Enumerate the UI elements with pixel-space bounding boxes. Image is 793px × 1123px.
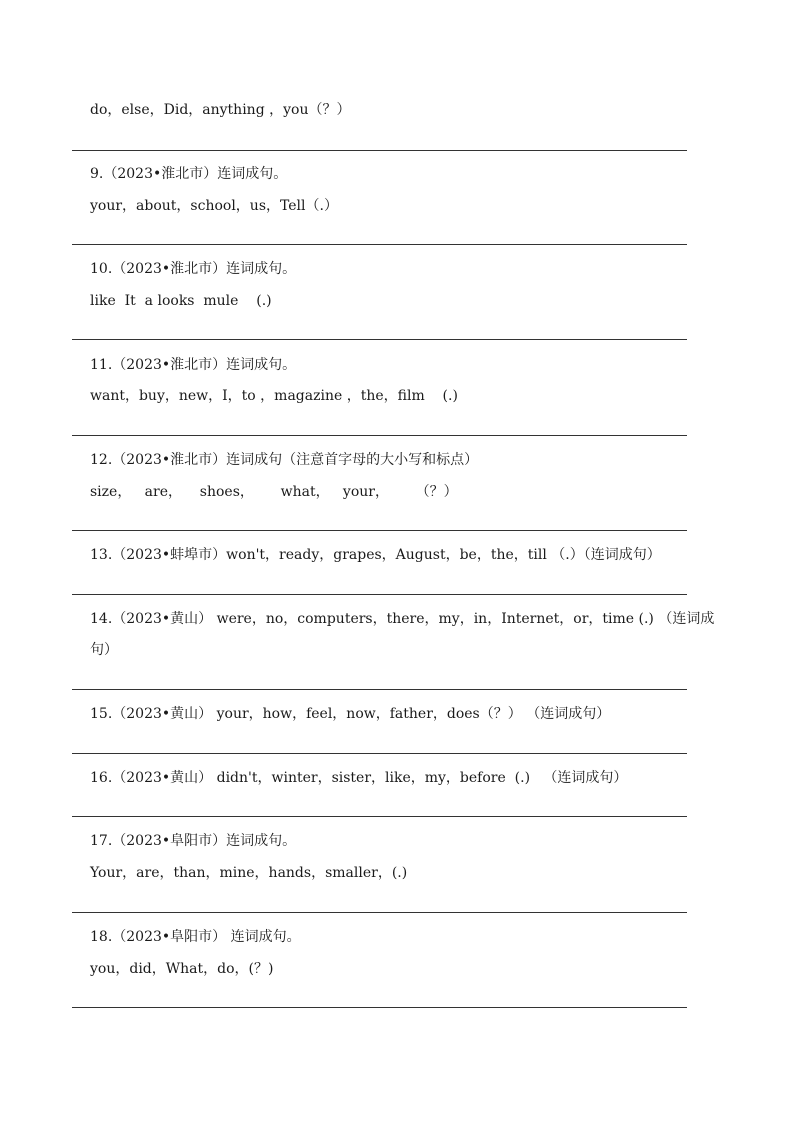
answer-line-12 [72,530,687,531]
question-11: 11.（2023•淮北市）连词成句。 [90,357,297,373]
question-14: 14.（2023•黄山） were，no，computers，there，my，in，Internet，or，time (.) （连词成句） [90,611,715,658]
answer-words-8: do，else，Did，anything ，you（？） [90,102,351,118]
answer-words-10: like It a looks mule (.) [90,293,272,309]
answer-line-18 [72,1007,687,1008]
question-13: 13.（2023•蚌埠市）won't，ready，grapes，August，be，the，till （.）（连词成句） [90,547,661,563]
answer-line-14 [72,689,687,690]
question-10: 10.（2023•淮北市）连词成句。 [90,261,297,277]
question-17: 17.（2023•阜阳市）连词成句。 [90,833,297,849]
question-15: 15.（2023•黄山） your，how，feel，now，father，does（？） （连词成句） [90,706,611,722]
answer-line-10 [72,339,687,340]
answer-line-15 [72,753,687,754]
answer-words-17: Your，are，than，mine，hands，smaller，(.) [90,865,408,881]
answer-words-12: size， are， shoes， what， your， （？） [90,484,458,500]
answer-line-11 [72,435,687,436]
answer-line-13 [72,594,687,595]
question-12: 12.（2023•淮北市）连词成句（注意首字母的大小写和标点） [90,452,479,468]
answer-line-8 [72,150,687,151]
answer-words-11: want，buy，new，I，to ，magazine ，the，film (.) [90,388,458,404]
answer-line-16 [72,816,687,817]
answer-words-9: your，about，school，us，Tell（.） [90,198,338,214]
question-16: 16.（2023•黄山） didn't，winter，sister，like，my，before (.) （连词成句） [90,770,628,786]
question-9: 9.（2023•淮北市）连词成句。 [90,166,288,182]
answer-words-18: you，did，What，do，(？) [90,961,274,977]
answer-line-9 [72,244,687,245]
question-18: 18.（2023•阜阳市） 连词成句。 [90,929,301,945]
answer-line-17 [72,912,687,913]
